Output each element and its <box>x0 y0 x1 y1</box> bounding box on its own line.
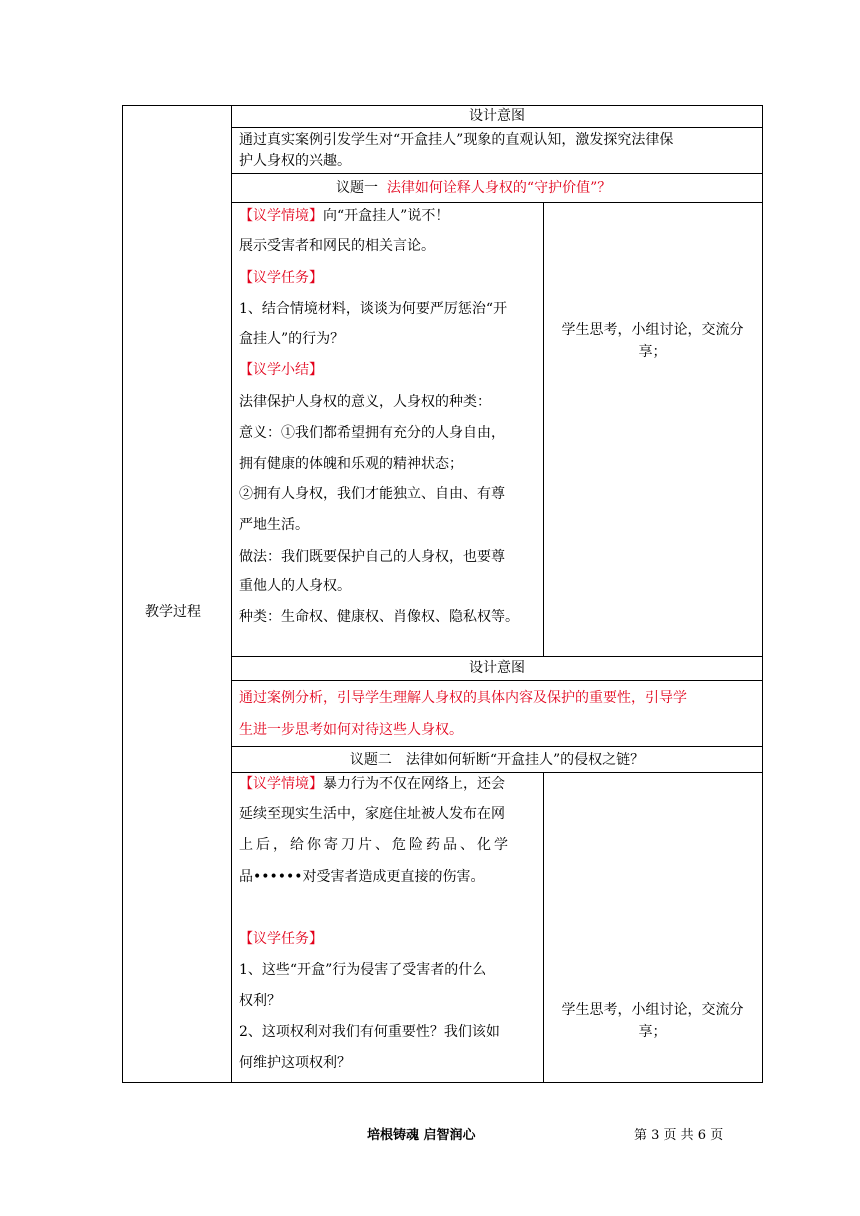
task-line: 1、结合情境材料，谈谈为何要严厉惩治“开 <box>239 301 508 317</box>
table-border-bottom <box>122 1082 763 1083</box>
summary-line: 意义：①我们都希望拥有充分的人身自由， <box>239 425 505 441</box>
row-divider <box>231 173 763 174</box>
topic-two-title: 议题二 法律如何斩断“开盒挂人”的侵权之链？ <box>349 752 645 768</box>
task-line: 2、这项权利对我们有何重要性？我们该如 <box>239 1024 500 1040</box>
student-activity: 学生思考，小组讨论，交流分 <box>561 1002 744 1018</box>
situation-tag: 【议学情境】 <box>239 776 323 792</box>
topic-prefix: 议题一 <box>336 180 378 196</box>
summary-line: 做法：我们既要保护自己的人身权，也要尊 <box>239 549 505 565</box>
situation-line <box>239 206 449 226</box>
design-intent-text: 通过案例分析，引导学生理解人身权的具体内容及保护的重要性，引导学 <box>239 690 687 706</box>
summary-line: 种类：生命权、健康权、肖像权、隐私权等。 <box>239 609 519 625</box>
task-line: 权利？ <box>239 993 281 1009</box>
task-tag: 【议学任务】 <box>239 931 323 947</box>
table-border-left <box>122 105 123 1083</box>
design-intent-title: 设计意图 <box>469 108 525 124</box>
summary-line: 重他人的人身权。 <box>239 578 351 594</box>
situation-text: 向“开盒挂人”说不！ <box>323 208 450 224</box>
task-tag: 【议学任务】 <box>239 270 323 286</box>
situation-desc: 上后，给你寄刀片、危险药品、化学 <box>239 837 511 853</box>
stage-label: 教学过程 <box>145 604 201 620</box>
situation-desc: 品••••••对受害者造成更直接的伤害。 <box>239 869 485 885</box>
design-intent-text: 通过真实案例引发学生对“开盒挂人”现象的直观认知，激发探究法律保 <box>239 132 674 148</box>
row-divider <box>231 656 763 657</box>
summary-line: ②拥有人身权，我们才能独立、自由、有尊 <box>239 486 505 502</box>
row-divider <box>231 772 763 773</box>
student-activity: 享； <box>638 1024 667 1040</box>
row-divider <box>231 202 763 203</box>
row-divider <box>231 680 763 681</box>
row-divider <box>231 746 763 747</box>
footer-motto: 培根铸魂 启智润心 <box>367 1128 476 1143</box>
design-intent-text: 生进一步思考如何对待这些人身权。 <box>239 722 463 738</box>
summary-line: 拥有健康的体魄和乐观的精神状态； <box>239 456 463 472</box>
task-line: 何维护这项权利？ <box>239 1055 351 1071</box>
student-activity: 享； <box>638 344 667 360</box>
design-intent-title: 设计意图 <box>469 660 525 676</box>
situation-tag: 【议学情境】 <box>239 208 323 224</box>
task-line: 1、这些“开盒”行为侵害了受害者的什么 <box>239 962 487 978</box>
student-activity: 学生思考，小组讨论，交流分 <box>561 322 744 338</box>
design-intent-text: 护人身权的兴趣。 <box>239 153 351 169</box>
topic-one-title <box>336 178 611 198</box>
row-divider <box>231 127 763 128</box>
situation-line <box>239 774 505 794</box>
page-number: 第 3 页 共 6 页 <box>634 1128 724 1143</box>
column-divider <box>543 202 544 656</box>
column-divider <box>231 105 232 1083</box>
summary-tag: 【议学小结】 <box>239 362 323 378</box>
table-border-right <box>762 105 763 1083</box>
topic-question: 法律如何诠释人身权的“守护价值”？ <box>386 180 612 196</box>
situation-desc: 延续至现实生活中，家庭住址被人发布在网 <box>239 806 505 822</box>
task-line: 盒挂人”的行为？ <box>239 331 345 347</box>
summary-line: 法律保护人身权的意义，人身权的种类： <box>239 394 491 410</box>
summary-line: 严地生活。 <box>239 517 309 533</box>
situation-text: 暴力行为不仅在网络上，还会 <box>323 776 505 792</box>
situation-desc: 展示受害者和网民的相关言论。 <box>239 238 435 254</box>
